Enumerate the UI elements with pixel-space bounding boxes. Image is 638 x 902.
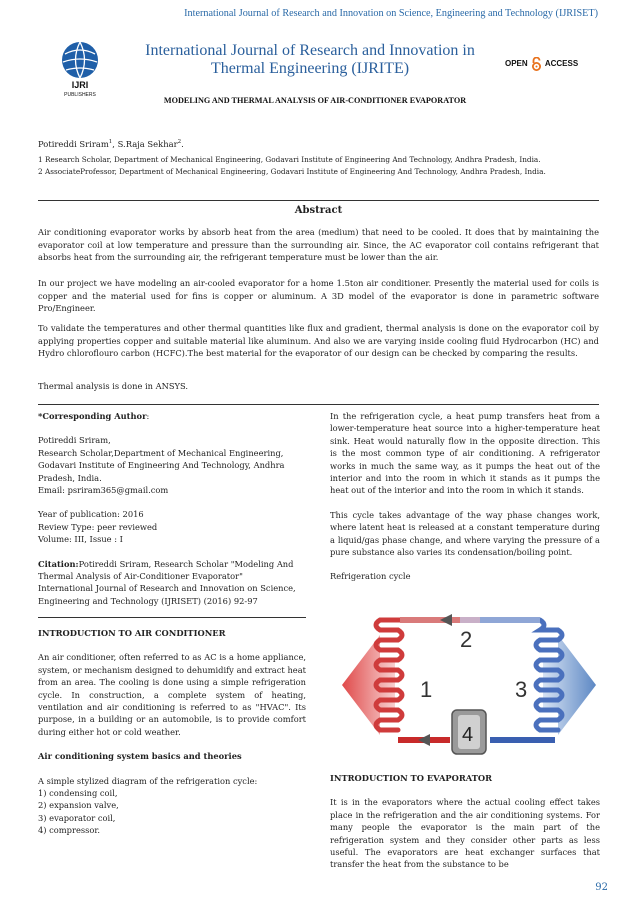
review-type: Review Type: peer reviewed xyxy=(38,521,158,532)
affiliation-2: 2 AssociateProfessor, Department of Mechanical Engineering, Godavari Institute of Engineering And Technology, Andhra Pradesh, India. xyxy=(38,167,546,176)
volume-issue: Volume: III, Issue : I xyxy=(38,534,123,545)
list-item: 4) compressor. xyxy=(38,825,101,836)
section-paragraph: An air conditioner, often referred to as AC is a home appliance, system, or mechanism designed to dehumidify and extract heat from an area. The cooling is done using a simple refrigeration cycle. In construction, a complete system of heating, ventilation and air conditioning is referred to as "HVAC". Its purpose, in a building or an automobile, is to provide comfort during either hot or cold weather. xyxy=(38,652,306,737)
section-paragraph: In the refrigeration cycle, a heat pump transfers heat from a lower-temperature heat source into a higher-temperature heat sink. Heat would naturally flow in the opposite direction. This is the most common type of air conditioning. A refrigerator works in much the same way, as it pumps the heat out of the interior and into the room in which it stands as it pumps the heat out of the interior and into the room in which it stands. xyxy=(330,411,600,496)
logo-subtext: PUBLISHERS xyxy=(64,92,96,98)
divider xyxy=(38,200,599,201)
section-paragraph: This cycle takes advantage of the way phase changes work, where latent heat is released at a constant temperature during a liquid/gas phase change, and where varying the pressure of a pure substance also varies its condensation/boiling point. xyxy=(330,509,600,558)
publication-year: Year of publication: 2016 xyxy=(38,509,144,520)
refrigeration-cycle-figure xyxy=(340,605,598,767)
right-column-top xyxy=(330,410,600,583)
divider xyxy=(38,617,306,618)
author-affiliation: Research Scholar,Department of Mechanical Engineering, Godavari Institute of Engineering And Technology, Andhra Pradesh, India. xyxy=(38,447,285,483)
page-number: 92 xyxy=(595,882,608,893)
corresponding-author-label: *Corresponding Author xyxy=(38,411,147,421)
authors: Potireddi Sriram$^1$, S.Raja Sekhar$^2$. xyxy=(38,139,184,149)
journal-title: International Journal of Research and Innovation in Thermal Engineering (IJRITE) xyxy=(145,42,475,77)
intro-ac-section xyxy=(38,627,306,837)
open-lock-icon xyxy=(531,57,542,71)
open-access-badge xyxy=(505,57,578,71)
abstract-heading: Abstract xyxy=(294,205,343,216)
citation-label: Citation: xyxy=(38,558,79,569)
author-name: Potireddi Sriram, xyxy=(38,435,111,446)
divider xyxy=(38,404,599,405)
diagram-intro: A simple stylized diagram of the refrigeration cycle: xyxy=(38,775,258,786)
open-access-word: OPEN xyxy=(505,59,528,69)
abstract-paragraph: Air conditioning evaporator works by absorb heat from the area (medium) that need to be cooled. It does that by maintaining the evaporator coil at low temperature and pressure than the surrounding air. Since, the AC evaporator coil contains refrigerant that absorbs heat from the surrounding air, the refrigerant temperature must be lower than the air. xyxy=(38,227,599,262)
author-email: Email: psriram365@gmail.com xyxy=(38,485,169,496)
running-header: International Journal of Research and Innovation on Science, Engineering and Technology (IJRISET) xyxy=(184,8,598,19)
ijri-publishers-logo xyxy=(55,40,105,98)
label-4: 4 xyxy=(462,724,474,746)
label-1: 1 xyxy=(420,677,433,702)
list-item: 1) condensing coil, xyxy=(38,788,118,799)
access-word: ACCESS xyxy=(544,59,579,69)
sub-heading: Air conditioning system basics and theories xyxy=(38,751,242,762)
intro-evaporator-section xyxy=(330,772,600,871)
section-heading: INTRODUCTION TO EVAPORATOR xyxy=(330,773,493,783)
affiliation-1: 1 Research Scholar, Department of Mechanical Engineering, Godavari Institute of Engineering And Technology, Andhra Pradesh, India. xyxy=(38,155,541,164)
abstract-paragraph: Thermal analysis is done in ANSYS. xyxy=(38,381,189,391)
figure-caption: Refrigeration cycle xyxy=(330,571,411,582)
paper-title: MODELING AND THERMAL ANALYSIS OF AIR-CONDITIONER EVAPORATOR xyxy=(163,96,467,105)
label-2: 2 xyxy=(460,627,473,652)
section-paragraph: It is in the evaporators where the actual cooling effect takes place in the refrigeration and the air conditioning systems. For many people the evaporator is the main part of the refrigeration system and they consider other parts as less useful. The evaporators are heat exchanger surfaces that transfer the heat from the substance to be xyxy=(330,797,600,870)
section-heading: INTRODUCTION TO AIR CONDITIONER xyxy=(38,628,226,638)
list-item: 3) evaporator coil, xyxy=(38,812,116,823)
corresponding-author-block: *Corresponding Author: Potireddi Sriram, Research Scholar,Department of Mechanical Engineering, Godavari Institute of Engineering And Technology, Andhra Pradesh, India. Email: psriram365@gmail.com Year of publication: 2016 Review Type: peer reviewed Volume: III, Issue : I Citation:Potireddi Sriram, Research Scholar "Modeling And Thermal Analysis of Air-Conditioner Evaporator" International Journal of Research and Innovation on Science, Engineering and Technology (IJRISET) (2016) 92-97 xyxy=(38,410,300,607)
citation-text: Potireddi Sriram, Research Scholar "Modeling And Thermal Analysis of Air-Conditioner Evaporator" International Journal of Research and Innovation on Science, Engineering and Technology (IJRISET) (2016) 92-97 xyxy=(38,558,296,606)
expansion-valve-arrow xyxy=(440,614,452,626)
label-3: 3 xyxy=(515,677,528,702)
logo-text: IJRI xyxy=(71,80,89,90)
abstract-paragraph: To validate the temperatures and other thermal quantities like flux and gradient, thermal analysis is done on the evaporator coil by applying properties copper and suitable material like aluminum. And also we are varying inside cooling fluid Hydrocarbon (HC) and Hydro chloroflouro carbon (HCFC).The best material for the evaporator of our design can be checked by comparing the results. xyxy=(38,323,599,358)
list-item: 2) expansion valve, xyxy=(38,800,119,811)
abstract-paragraph: In our project we have modeling an air-cooled evaporator for a home 1.5ton air conditioner. Presently the material used for coils is copper and the material used for fins is copper or aluminum. A 3D model of the evaporator is done in parametric software Pro/Engineer. xyxy=(38,278,599,313)
